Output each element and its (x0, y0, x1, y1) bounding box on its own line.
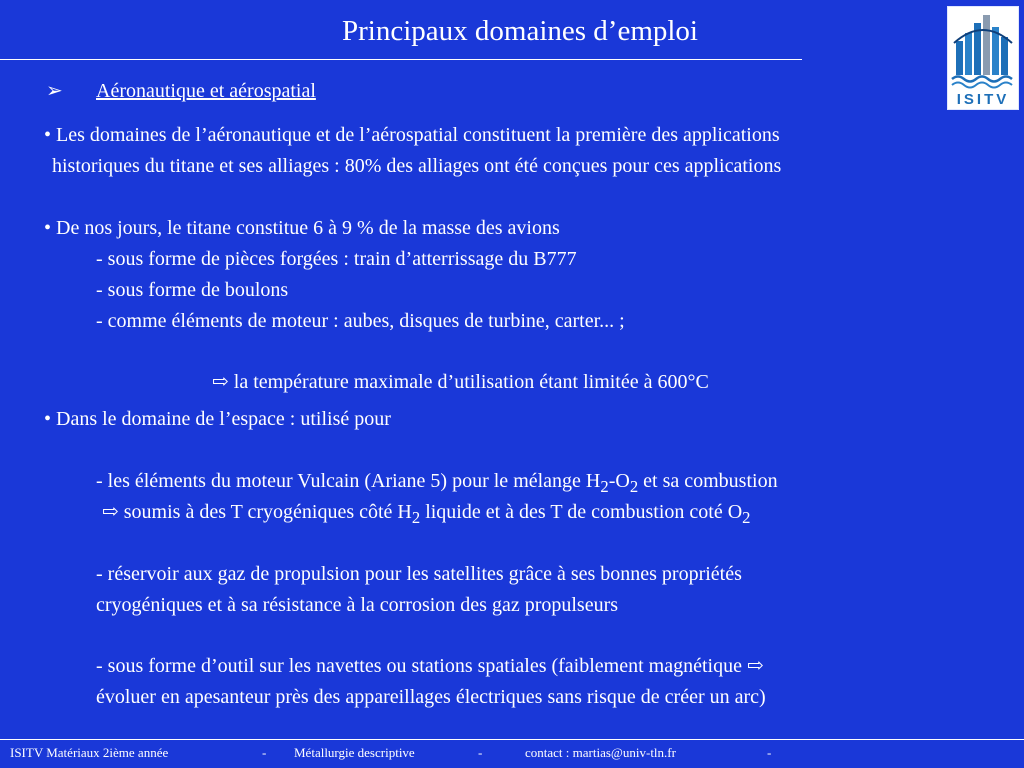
vulcain-text-c: et sa combustion (638, 470, 778, 492)
cryo-sub-2: 2 (742, 508, 751, 527)
section-label: Aéronautique et aérospatial (96, 80, 316, 102)
svg-text:ISITV: ISITV (956, 91, 1010, 108)
vulcain-text-b: -O (608, 470, 630, 492)
paragraph-2-item-2: - sous forme de boulons (96, 279, 289, 301)
vulcain-text-a: - les éléments du moteur Vulcain (Ariane 5) pour le mélange H (96, 470, 601, 492)
arrow-bullet-icon: ➢ (46, 80, 63, 102)
cryo-text-b: liquide et à des T de combustion coté O (420, 501, 743, 523)
paragraph-1-line-1: • Les domaines de l’aéronautique et de l’aérospatial constituent la première des applications (44, 124, 780, 146)
footer-course: ISITV Matériaux 2ième année (10, 745, 169, 760)
cryogenic-line (102, 499, 751, 531)
section-heading (46, 78, 316, 104)
vulcain-sub-1: 2 (600, 477, 609, 496)
footer-divider (0, 739, 1024, 740)
paragraph-3-line-1: • Dans le domaine de l’espace : utilisé pour (44, 408, 391, 430)
outil-line-1: - sous forme d’outil sur les navettes ou stations spatiales (faiblement magnétique ⇨ (96, 655, 764, 677)
vulcain-line (96, 468, 778, 500)
title-divider (0, 59, 802, 60)
footer-separator-1: - (262, 745, 267, 760)
outil-line-2: évoluer en apesanteur près des appareillages électriques sans risque de créer un arc) (96, 686, 766, 708)
reservoir-line-1: - réservoir aux gaz de propulsion pour les satellites grâce à ses bonnes propriétés (96, 563, 742, 585)
cryo-text-a: ⇨ soumis à des T cryogéniques côté H (102, 501, 412, 523)
isitv-logo-graphic (948, 7, 1018, 109)
footer-separator-2: - (478, 745, 483, 760)
isitv-logo (947, 6, 1019, 110)
cryo-sub-1: 2 (411, 508, 421, 527)
paragraph-2-line-1: • De nos jours, le titane constitue 6 à 9 % de la masse des avions (44, 217, 560, 239)
footer-subject: Métallurgie descriptive (294, 745, 415, 760)
paragraph-1-line-2: historiques du titane et ses alliages : 80% des alliages ont été conçues pour ces applications (52, 155, 782, 177)
paragraph-2-item-3: - comme éléments de moteur : aubes, disques de turbine, carter... ; (96, 310, 625, 332)
paragraph-2-item-1: - sous forme de pièces forgées : train d’atterrissage du B777 (96, 248, 577, 270)
paragraph-2-conclusion: ⇨ la température maximale d’utilisation étant limitée à 600°C (212, 371, 709, 393)
footer-contact: contact : martias@univ-tln.fr (525, 745, 676, 760)
vulcain-sub-2: 2 (629, 477, 639, 496)
footer-separator-3: - (767, 745, 772, 760)
slide-title: Principaux domaines d’emploi (342, 15, 698, 47)
reservoir-line-2: cryogéniques et à sa résistance à la corrosion des gaz propulseurs (96, 594, 619, 616)
